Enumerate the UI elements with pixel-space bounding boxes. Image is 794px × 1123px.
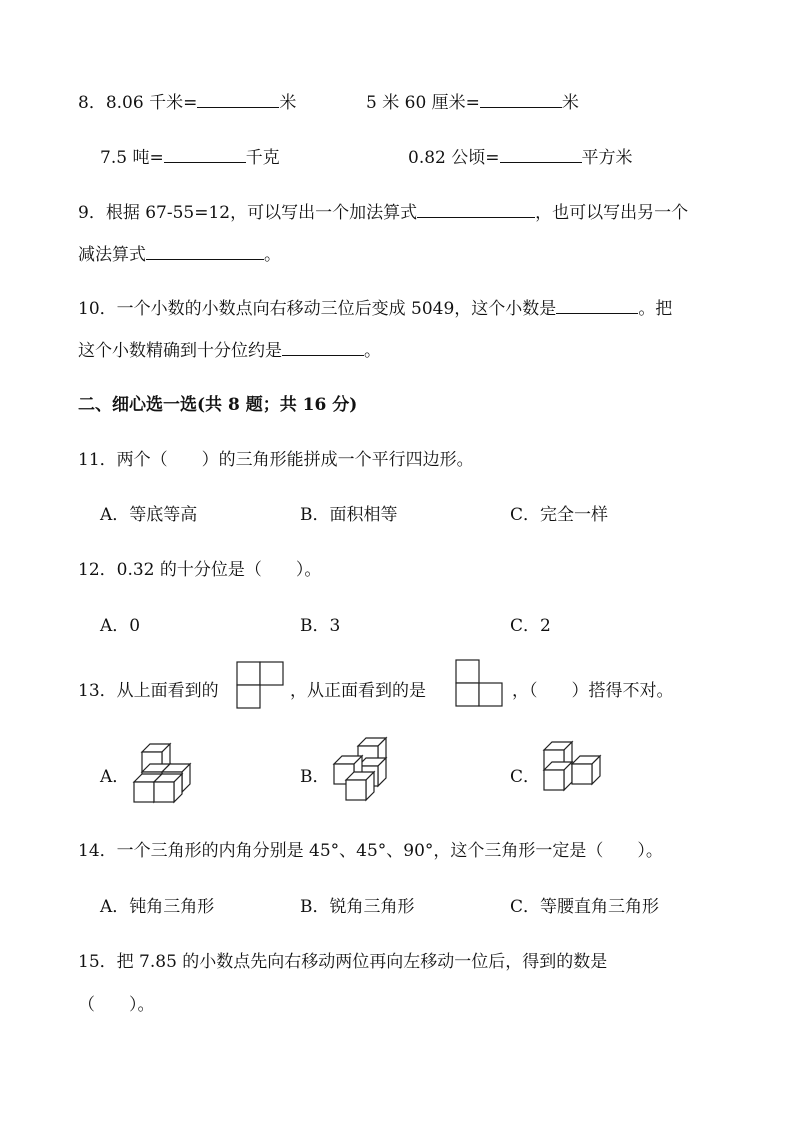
q9-line2: [78, 240, 281, 265]
q8-row1-left: [78, 88, 296, 113]
q13-text-1: 13．从上面看到的: [78, 681, 219, 701]
cube-structure-b-figure[interactable]: [330, 736, 394, 808]
q9-line1: [78, 198, 688, 223]
cube-block: [346, 772, 374, 800]
q8-d-unit: 平方米: [581, 148, 633, 168]
q9-text-a: 9．根据 67-55=12，可以写出一个加法算式: [78, 203, 418, 223]
q8-c-answer-blank[interactable]: [164, 145, 246, 163]
q11-stem: 11．两个（ ）的三角形能拼成一个平行四边形。: [78, 450, 474, 470]
q11-option-b[interactable]: B．面积相等: [300, 505, 398, 525]
q14-option-c[interactable]: C．等腰直角三角形: [510, 897, 660, 917]
q12-option-a[interactable]: A．0: [100, 616, 141, 636]
cube-block: [154, 774, 182, 802]
top-view-figure: [236, 661, 284, 709]
q12-option-c[interactable]: C．2: [510, 616, 551, 636]
q9-text-c: 减法算式: [78, 245, 146, 265]
q10-line2: [78, 336, 381, 361]
q9-text-b: ，也可以写出另一个: [535, 203, 689, 223]
q8-row2-left: [100, 143, 280, 168]
q10-round-blank[interactable]: [282, 338, 364, 356]
cube-block: [544, 762, 572, 790]
q10-text-b: 。把: [638, 299, 673, 319]
cube-structure-a-figure[interactable]: [132, 738, 204, 810]
q14-option-a[interactable]: A．钝角三角形: [100, 897, 215, 917]
q13-text-2: ，从正面看到的是: [290, 681, 426, 701]
q8-d-label: 0.82 公顷=: [408, 148, 500, 168]
q9-subtraction-blank[interactable]: [146, 242, 264, 260]
q9-text-d: 。: [264, 245, 281, 265]
q15-line1: 15．把 7.85 的小数点先向右移动两位再向左移动一位后，得到的数是: [78, 952, 608, 972]
q10-line1: [78, 294, 672, 319]
q8-a-label: 8.06 千米=: [105, 93, 198, 113]
q10-text-d: 。: [364, 341, 381, 361]
q8-number: 8．: [78, 93, 106, 113]
cube-structure-c-figure[interactable]: [542, 738, 614, 802]
q12-stem: 12．0.32 的十分位是（ ）。: [78, 560, 322, 580]
cube-block: [572, 756, 600, 784]
q15-line2: （ ）。: [78, 995, 155, 1015]
q8-c-unit: 千克: [245, 148, 280, 168]
q8-c-label: 7.5 吨=: [100, 148, 164, 168]
section-heading: 二、细心选一选(共 8 题；共 16 分): [78, 395, 358, 415]
q10-decimal-blank[interactable]: [556, 296, 638, 314]
q11-option-c[interactable]: C．完全一样: [510, 505, 609, 525]
front-view-figure: [455, 659, 503, 707]
q10-text-a: 10．一个小数的小数点向右移动三位后变成 5049，这个小数是: [78, 299, 557, 319]
q10-text-c: 这个小数精确到十分位约是: [78, 341, 282, 361]
q14-option-b[interactable]: B．锐角三角形: [300, 897, 415, 917]
q8-b-unit: 米: [561, 93, 579, 113]
q8-b-label: 5 米 60 厘米=: [366, 93, 480, 113]
q14-stem: 14．一个三角形的内角分别是 45°、45°、90°，这个三角形一定是（ ）。: [78, 841, 663, 861]
q13-text-3: ，（ ）搭得不对。: [512, 681, 674, 701]
q8-d-answer-blank[interactable]: [500, 145, 582, 163]
q9-addition-blank[interactable]: [417, 200, 535, 218]
q8-b-answer-blank[interactable]: [480, 90, 562, 108]
q8-row2-right: [408, 143, 633, 168]
q13-option-c[interactable]: C．: [510, 767, 541, 787]
q8-a-unit: 米: [279, 93, 297, 113]
q13-option-b[interactable]: B．: [300, 767, 330, 787]
q8-a-answer-blank[interactable]: [197, 90, 279, 108]
q12-option-b[interactable]: B．3: [300, 616, 341, 636]
q11-option-a[interactable]: A．等底等高: [100, 505, 198, 525]
q8-row1-right: [366, 88, 579, 113]
q13-option-a[interactable]: A．: [100, 767, 130, 787]
